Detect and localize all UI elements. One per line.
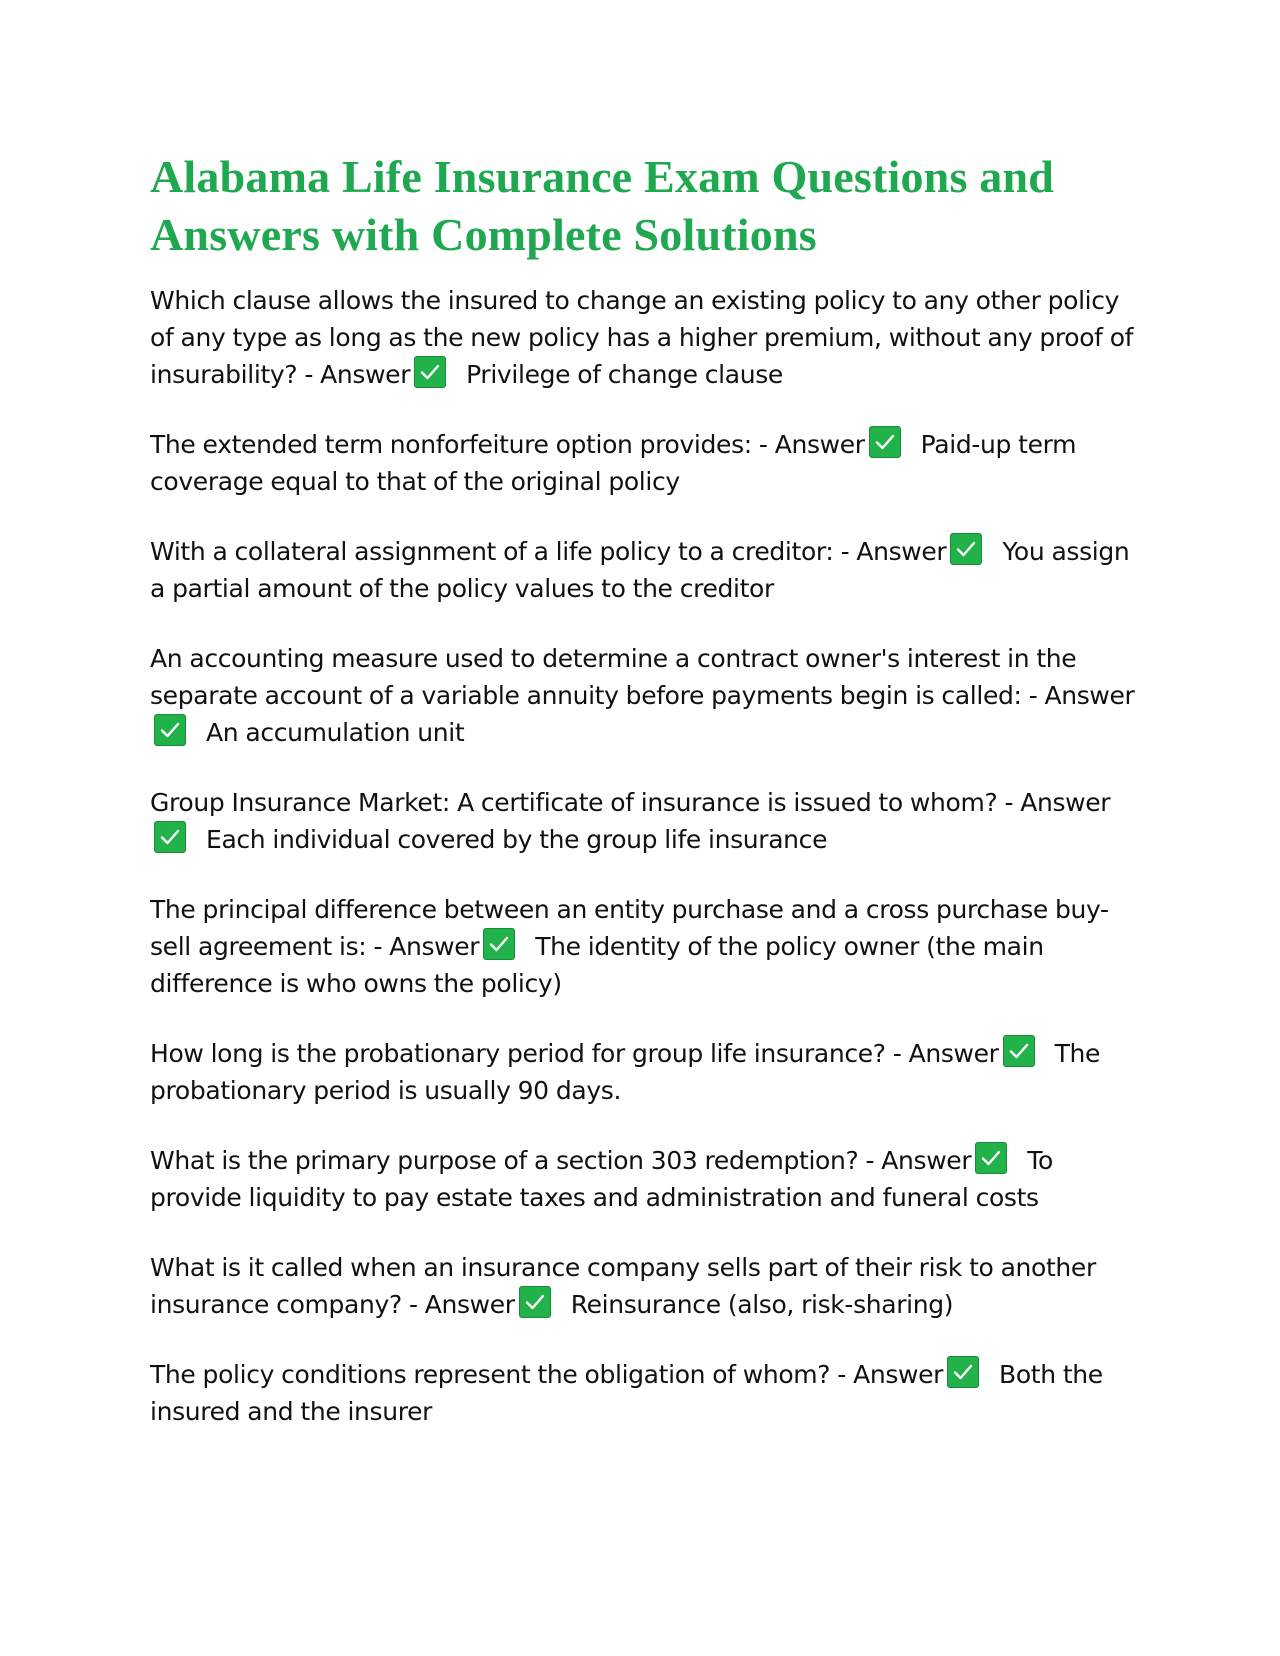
question-text: How long is the probationary period for group life insurance? (150, 1039, 886, 1068)
answer-text: You assign a partial amount of the policy values to the creditor (150, 537, 1130, 603)
answer-prefix: - Answer (833, 537, 947, 566)
answer-prefix: - Answer (858, 1146, 972, 1175)
answer-text: Reinsurance (also, risk-sharing) (570, 1290, 954, 1319)
check-mark-icon (154, 714, 186, 746)
question-text: What is it called when an insurance company sells part of their risk to another insurance company? (150, 1253, 1096, 1319)
document-content (150, 148, 1140, 1463)
check-mark-icon (483, 928, 515, 960)
check-mark-icon (975, 1142, 1007, 1174)
qa-item (150, 1356, 1140, 1430)
answer-prefix: - Answer (830, 1360, 944, 1389)
question-text: The policy conditions represent the obligation of whom? (150, 1360, 831, 1389)
answer-text: Both the insured and the insurer (150, 1360, 1103, 1426)
qa-item (150, 1035, 1140, 1109)
qa-item (150, 426, 1140, 500)
question-text: Which clause allows the insured to change an existing policy to any other policy of any type as long as the new policy has a higher premium, without any proof of insurability? (150, 286, 1134, 389)
qa-item (150, 533, 1140, 607)
check-mark-icon (1003, 1035, 1035, 1067)
qa-item (150, 891, 1140, 1002)
answer-prefix: - Answer (1021, 681, 1135, 710)
qa-item (150, 784, 1140, 858)
answer-text: The identity of the policy owner (the main difference is who owns the policy) (150, 932, 1044, 998)
answer-prefix: - Answer (366, 932, 480, 961)
answer-text: Privilege of change clause (466, 360, 783, 389)
answer-prefix: - Answer (885, 1039, 999, 1068)
question-text: With a collateral assignment of a life policy to a creditor: (150, 537, 834, 566)
question-text: An accounting measure used to determine a contract owner's interest in the separate account of a variable annuity before payments begin is called: (150, 644, 1077, 710)
answer-text: Each individual covered by the group life insurance (206, 825, 828, 854)
check-mark-icon (154, 821, 186, 853)
check-mark-icon (869, 426, 901, 458)
question-text: The extended term nonforfeiture option provides: (150, 430, 752, 459)
answer-prefix: - Answer (297, 360, 411, 389)
answer-text: An accumulation unit (206, 718, 465, 747)
answer-prefix: - Answer (997, 788, 1111, 817)
check-mark-icon (950, 533, 982, 565)
check-mark-icon (947, 1356, 979, 1388)
question-text: What is the primary purpose of a section 303 redemption? (150, 1146, 859, 1175)
question-text: Group Insurance Market: A certificate of insurance is issued to whom? (150, 788, 998, 817)
qa-item (150, 640, 1140, 751)
check-mark-icon (519, 1286, 551, 1318)
answer-text: The probationary period is usually 90 days. (150, 1039, 1101, 1105)
answer-prefix: - Answer (751, 430, 865, 459)
qa-item (150, 1249, 1140, 1323)
document-title: Alabama Life Insurance Exam Questions and Answers with Complete Solutions (150, 151, 1055, 260)
answer-text: Paid-up term coverage equal to that of the original policy (150, 430, 1077, 496)
question-text: The principal difference between an entity purchase and a cross purchase buy-sell agreement is: (150, 895, 1109, 961)
check-mark-icon (414, 356, 446, 388)
answer-prefix: - Answer (401, 1290, 515, 1319)
answer-text: To provide liquidity to pay estate taxes and administration and funeral costs (150, 1146, 1053, 1212)
qa-item (150, 282, 1140, 393)
qa-item (150, 1142, 1140, 1216)
